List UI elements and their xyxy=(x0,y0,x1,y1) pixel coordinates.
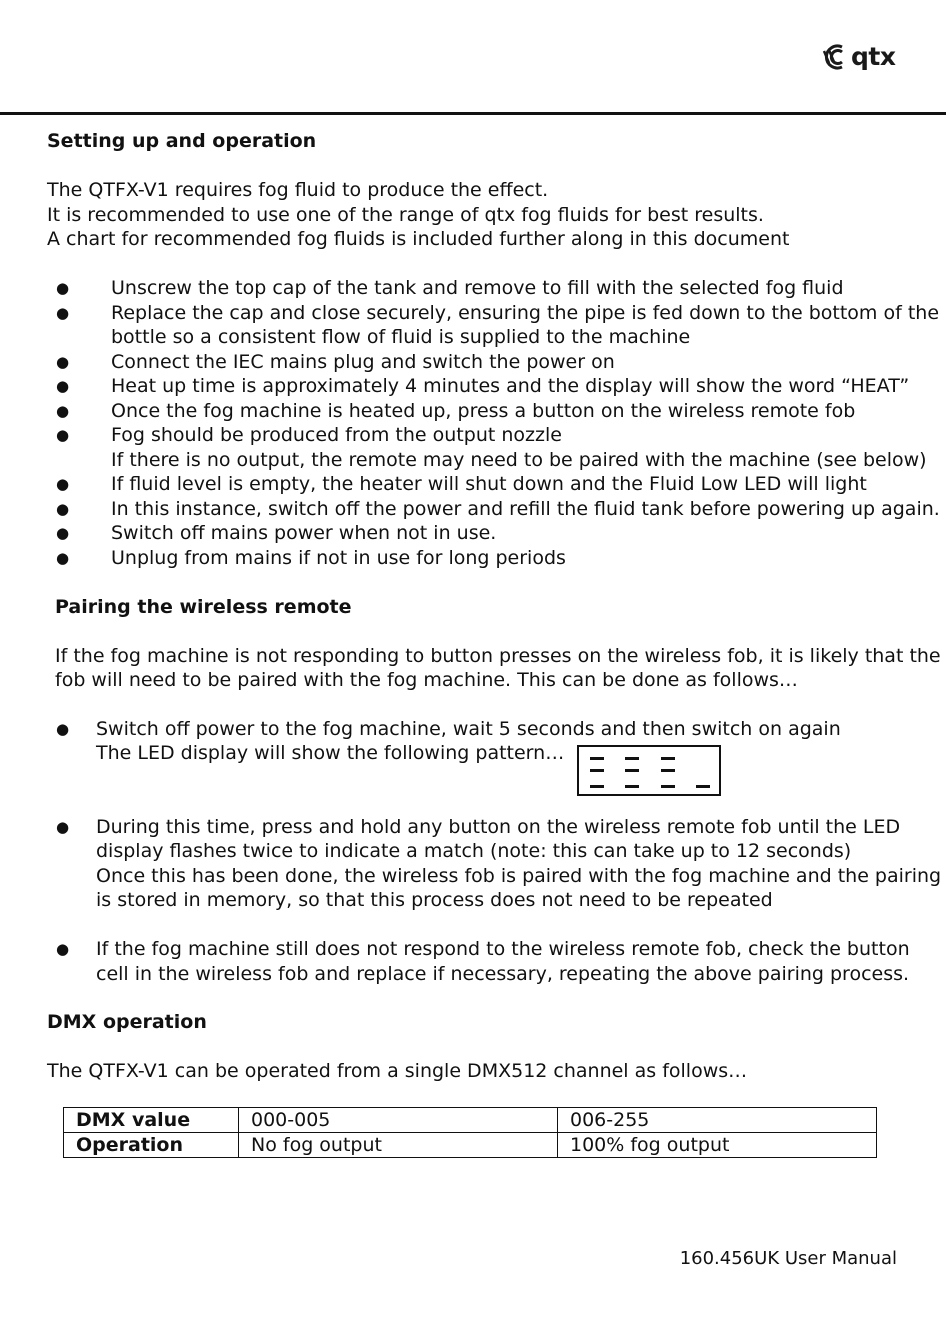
qtx-logo xyxy=(820,42,895,72)
led-segment xyxy=(590,785,604,788)
list-item: If the fog machine still does not respond to the wireless remote fob, check the button xyxy=(96,938,910,960)
setup-intro-line: It is recommended to use one of the range of qtx fog fluids for best results. xyxy=(47,204,764,226)
list-item: Once the fog machine is heated up, press a button on the wireless remote fob xyxy=(111,400,856,422)
table-cell: No fog output xyxy=(239,1133,558,1158)
dmx-intro: The QTFX-V1 can be operated from a single DMX512 channel as follows… xyxy=(47,1060,748,1082)
bullet-dot: ● xyxy=(56,549,70,567)
bullet-dot: ● xyxy=(56,353,70,371)
bullet-dot: ● xyxy=(56,377,70,395)
setup-intro-line: The QTFX-V1 requires fog fluid to produce the effect. xyxy=(47,179,549,201)
list-item-continuation: If there is no output, the remote may need to be paired with the machine (see below) xyxy=(111,449,927,471)
list-item-continuation: The LED display will show the following pattern… xyxy=(96,742,565,764)
table-header-cell: DMX value xyxy=(64,1108,239,1133)
list-item: If fluid level is empty, the heater will shut down and the Fluid Low LED will light xyxy=(111,473,867,495)
table-header-cell: Operation xyxy=(64,1133,239,1158)
bullet-dot: ● xyxy=(56,940,70,958)
list-item-continuation: display flashes twice to indicate a match (note: this can take up to 12 seconds) xyxy=(96,840,852,862)
led-segment xyxy=(625,757,639,760)
list-item-continuation: Once this has been done, the wireless fob is paired with the fog machine and the pairing xyxy=(96,865,942,887)
section-title-pairing: Pairing the wireless remote xyxy=(55,596,352,618)
led-segment xyxy=(661,785,675,788)
list-item-continuation: bottle so a consistent flow of fluid is supplied to the machine xyxy=(111,326,691,348)
list-item: Heat up time is approximately 4 minutes and the display will show the word “HEAT” xyxy=(111,375,910,397)
bullet-dot: ● xyxy=(56,524,70,542)
bullet-dot: ● xyxy=(56,426,70,444)
header-divider xyxy=(0,112,946,115)
led-segment xyxy=(625,769,639,772)
qtx-logo-mark-icon xyxy=(820,43,850,71)
led-display-pattern xyxy=(577,745,721,796)
list-item: Connect the IEC mains plug and switch the power on xyxy=(111,351,615,373)
led-segment xyxy=(590,769,604,772)
bullet-dot: ● xyxy=(56,720,70,738)
section-title-dmx: DMX operation xyxy=(47,1011,207,1033)
pairing-intro-line: fob will need to be paired with the fog machine. This can be done as follows… xyxy=(55,669,798,691)
table-cell: 000-005 xyxy=(239,1108,558,1133)
led-segment xyxy=(696,785,710,788)
led-segment xyxy=(590,757,604,760)
list-item: During this time, press and hold any button on the wireless remote fob until the LED xyxy=(96,816,901,838)
list-item: Replace the cap and close securely, ensuring the pipe is fed down to the bottom of the xyxy=(111,302,940,324)
led-segment xyxy=(661,757,675,760)
led-segment xyxy=(661,769,675,772)
list-item: Switch off mains power when not in use. xyxy=(111,522,497,544)
table-row xyxy=(64,1108,877,1133)
list-item: Switch off power to the fog machine, wait 5 seconds and then switch on again xyxy=(96,718,841,740)
bullet-dot: ● xyxy=(56,304,70,322)
section-title-setup: Setting up and operation xyxy=(47,130,317,152)
page-footer: 160.456UK User Manual xyxy=(679,1248,897,1269)
list-item: Unplug from mains if not in use for long periods xyxy=(111,547,566,569)
table-row xyxy=(64,1133,877,1158)
bullet-dot: ● xyxy=(56,500,70,518)
setup-intro-line: A chart for recommended fog fluids is included further along in this document xyxy=(47,228,790,250)
table-cell: 100% fog output xyxy=(558,1133,877,1158)
dmx-table xyxy=(63,1107,877,1158)
list-item: Fog should be produced from the output nozzle xyxy=(111,424,562,446)
logo-text: qtx xyxy=(851,42,896,71)
list-item-continuation: is stored in memory, so that this process does not need to be repeated xyxy=(96,889,773,911)
list-item: In this instance, switch off the power and refill the fluid tank before powering up again. xyxy=(111,498,940,520)
bullet-dot: ● xyxy=(56,818,70,836)
led-segment xyxy=(625,785,639,788)
table-cell: 006-255 xyxy=(558,1108,877,1133)
list-item: Unscrew the top cap of the tank and remove to fill with the selected fog fluid xyxy=(111,277,844,299)
bullet-dot: ● xyxy=(56,279,70,297)
bullet-dot: ● xyxy=(56,402,70,420)
pairing-intro-line: If the fog machine is not responding to button presses on the wireless fob, it is likely that the xyxy=(55,645,941,667)
list-item-continuation: cell in the wireless fob and replace if necessary, repeating the above pairing process. xyxy=(96,963,910,985)
bullet-dot: ● xyxy=(56,475,70,493)
